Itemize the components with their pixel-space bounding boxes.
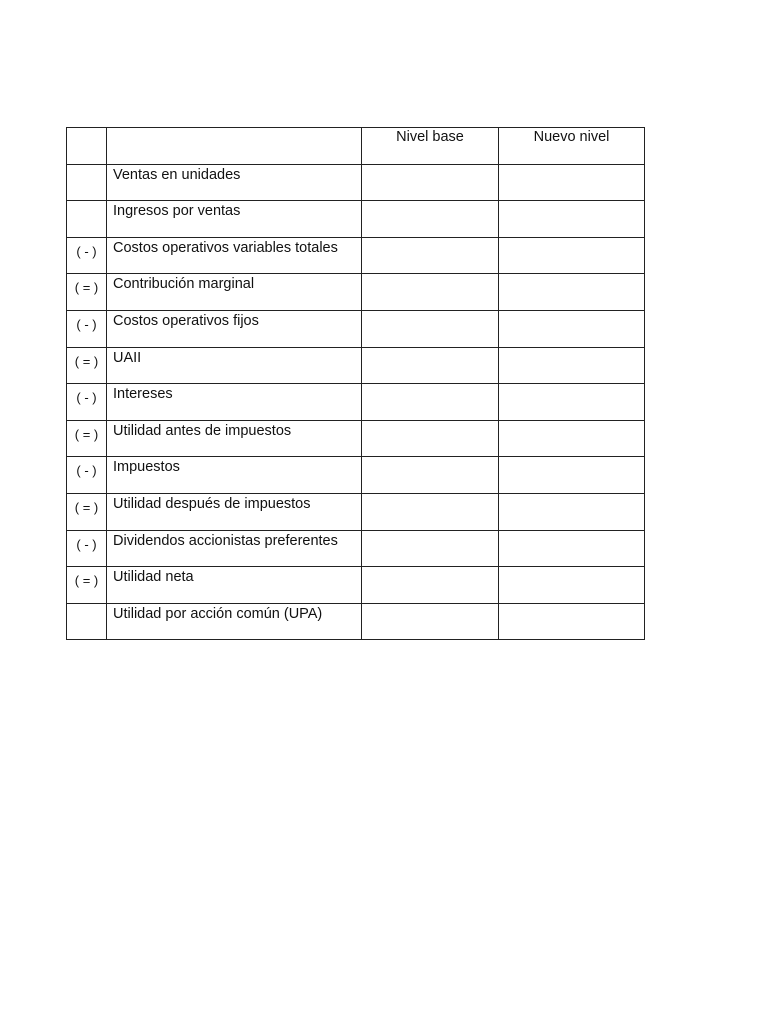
- new-level-cell[interactable]: [499, 420, 645, 457]
- row-sign: ( = ): [67, 493, 107, 530]
- table-row: [67, 420, 645, 457]
- base-level-cell[interactable]: [362, 274, 499, 311]
- new-level-cell[interactable]: [499, 274, 645, 311]
- base-level-cell[interactable]: [362, 384, 499, 421]
- header-concept-cell: [107, 128, 362, 165]
- row-sign: [67, 603, 107, 640]
- new-level-cell[interactable]: [499, 164, 645, 201]
- header-base-level: Nivel base: [362, 128, 499, 165]
- row-label: Contribución marginal: [107, 274, 362, 311]
- row-sign: ( = ): [67, 567, 107, 604]
- header-sign-cell: [67, 128, 107, 165]
- new-level-cell[interactable]: [499, 201, 645, 238]
- new-level-cell[interactable]: [499, 603, 645, 640]
- row-label: Costos operativos fijos: [107, 310, 362, 347]
- new-level-cell[interactable]: [499, 237, 645, 274]
- row-label: Utilidad después de impuestos: [107, 493, 362, 530]
- row-label: Impuestos: [107, 457, 362, 494]
- base-level-cell[interactable]: [362, 603, 499, 640]
- row-label: Utilidad neta: [107, 567, 362, 604]
- base-level-cell[interactable]: [362, 493, 499, 530]
- base-level-cell[interactable]: [362, 347, 499, 384]
- new-level-cell[interactable]: [499, 493, 645, 530]
- table-header-row: [67, 128, 645, 165]
- table-row: [67, 603, 645, 640]
- base-level-cell[interactable]: [362, 420, 499, 457]
- base-level-cell[interactable]: [362, 201, 499, 238]
- row-sign: [67, 201, 107, 238]
- table-row: [67, 237, 645, 274]
- new-level-cell[interactable]: [499, 310, 645, 347]
- table-row: [67, 493, 645, 530]
- row-sign: ( = ): [67, 274, 107, 311]
- row-sign: ( = ): [67, 420, 107, 457]
- new-level-cell[interactable]: [499, 384, 645, 421]
- row-label: Intereses: [107, 384, 362, 421]
- header-new-level: Nuevo nivel: [499, 128, 645, 165]
- income-statement-table: [66, 127, 645, 640]
- base-level-cell[interactable]: [362, 567, 499, 604]
- new-level-cell[interactable]: [499, 457, 645, 494]
- base-level-cell[interactable]: [362, 164, 499, 201]
- base-level-cell[interactable]: [362, 530, 499, 567]
- row-sign: ( = ): [67, 347, 107, 384]
- base-level-cell[interactable]: [362, 237, 499, 274]
- row-sign: ( - ): [67, 310, 107, 347]
- row-sign: [67, 164, 107, 201]
- row-label: Ingresos por ventas: [107, 201, 362, 238]
- new-level-cell[interactable]: [499, 567, 645, 604]
- row-label: Costos operativos variables totales: [107, 237, 362, 274]
- base-level-cell[interactable]: [362, 310, 499, 347]
- table-row: [67, 347, 645, 384]
- table-row: [67, 274, 645, 311]
- new-level-cell[interactable]: [499, 347, 645, 384]
- row-label: Utilidad antes de impuestos: [107, 420, 362, 457]
- row-sign: ( - ): [67, 530, 107, 567]
- row-label: Dividendos accionistas preferentes: [107, 530, 362, 567]
- table-row: [67, 310, 645, 347]
- base-level-cell[interactable]: [362, 457, 499, 494]
- row-label: UAII: [107, 347, 362, 384]
- row-sign: ( - ): [67, 237, 107, 274]
- table-row: [67, 457, 645, 494]
- row-sign: ( - ): [67, 384, 107, 421]
- new-level-cell[interactable]: [499, 530, 645, 567]
- row-sign: ( - ): [67, 457, 107, 494]
- table-row: [67, 567, 645, 604]
- table-row: [67, 384, 645, 421]
- row-label: Ventas en unidades: [107, 164, 362, 201]
- table-row: [67, 530, 645, 567]
- table-row: [67, 164, 645, 201]
- row-label: Utilidad por acción común (UPA): [107, 603, 362, 640]
- table-row: [67, 201, 645, 238]
